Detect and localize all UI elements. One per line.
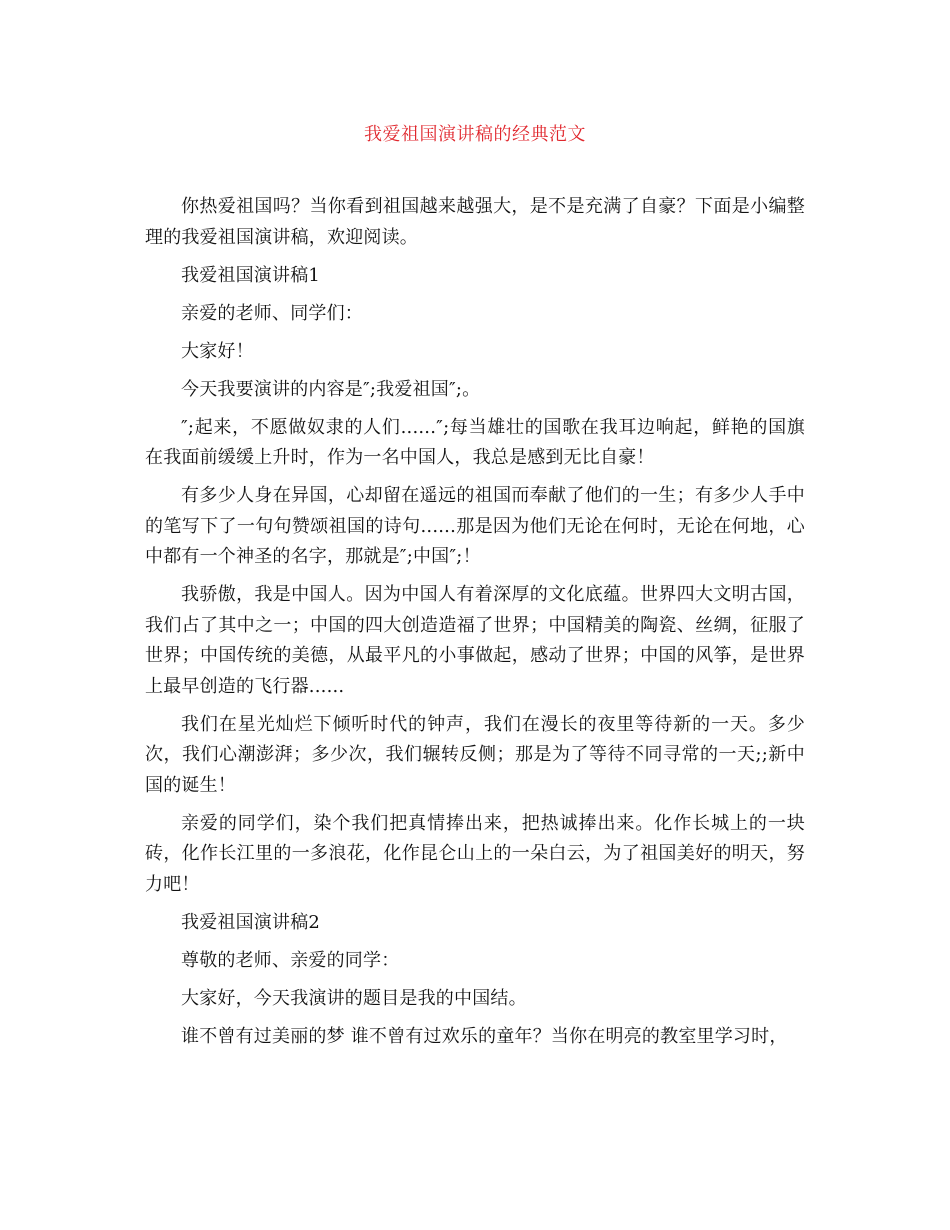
salutation-paragraph: 尊敬的老师、亲爱的同学： (181, 949, 400, 971)
body-paragraph: 有多少人身在异国，心却留在遥远的祖国而奉献了他们的一生；有多少人手中的笔写下了一句句赞颂祖国的诗句......那是因为他们无论在何时，无论在何地，心中都有一个神圣的名字，那就是″;中国″;！ (145, 485, 805, 567)
body-paragraph: 我骄傲，我是中国人。因为中国人有着深厚的文化底蕴。世界四大文明古国，我们占了其中之一；中国的四大创造造福了世界；中国精美的陶瓷、丝绸，征服了世界；中国传统的美德，从最平凡的小事做起，感动了世界；中国的风筝，是世界上最早创造的飞行器...... (145, 584, 805, 697)
document-title: 我爱祖国演讲稿的经典范文 (364, 124, 586, 145)
body-paragraph: 今天我要演讲的内容是″;我爱祖国″;。 (181, 378, 481, 400)
section-heading-speech-1: 我爱祖国演讲稿1 (181, 264, 321, 286)
body-paragraph: 亲爱的同学们，染个我们把真情捧出来，把热诚捧出来。化作长城上的一块砖，化作长江里的一多浪花，化作昆仑山上的一朵白云，为了祖国美好的明天，努力吧！ (145, 812, 805, 895)
section-heading-speech-2: 我爱祖国演讲稿2 (181, 911, 321, 933)
document-body (145, 192, 805, 1060)
intro-paragraph: 你热爱祖国吗？当你看到祖国越来越强大，是不是充满了自豪？下面是小编整理的我爱祖国演讲稿，欢迎阅读。 (145, 196, 805, 248)
salutation-paragraph: 亲爱的老师、同学们： (181, 302, 363, 324)
body-paragraph: 我们在星光灿烂下倾听时代的钟声，我们在漫长的夜里等待新的一天。多少次，我们心潮澎湃；多少次，我们辗转反侧；那是为了等待不同寻常的一天;;新中国的诞生！ (145, 713, 805, 796)
body-paragraph: 谁不曾有过美丽的梦 谁不曾有过欢乐的童年？当你在明亮的教室里学习时， (181, 1025, 788, 1047)
greeting-paragraph: 大家好，今天我演讲的题目是我的中国结。 (181, 987, 527, 1009)
body-paragraph: ″;起来，不愿做奴隶的人们......″;每当雄壮的国歌在我耳边响起，鲜艳的国旗在我面前缓缓上升时，作为一名中国人，我总是感到无比自豪！ (145, 416, 805, 468)
greeting-paragraph: 大家好！ (181, 340, 254, 362)
